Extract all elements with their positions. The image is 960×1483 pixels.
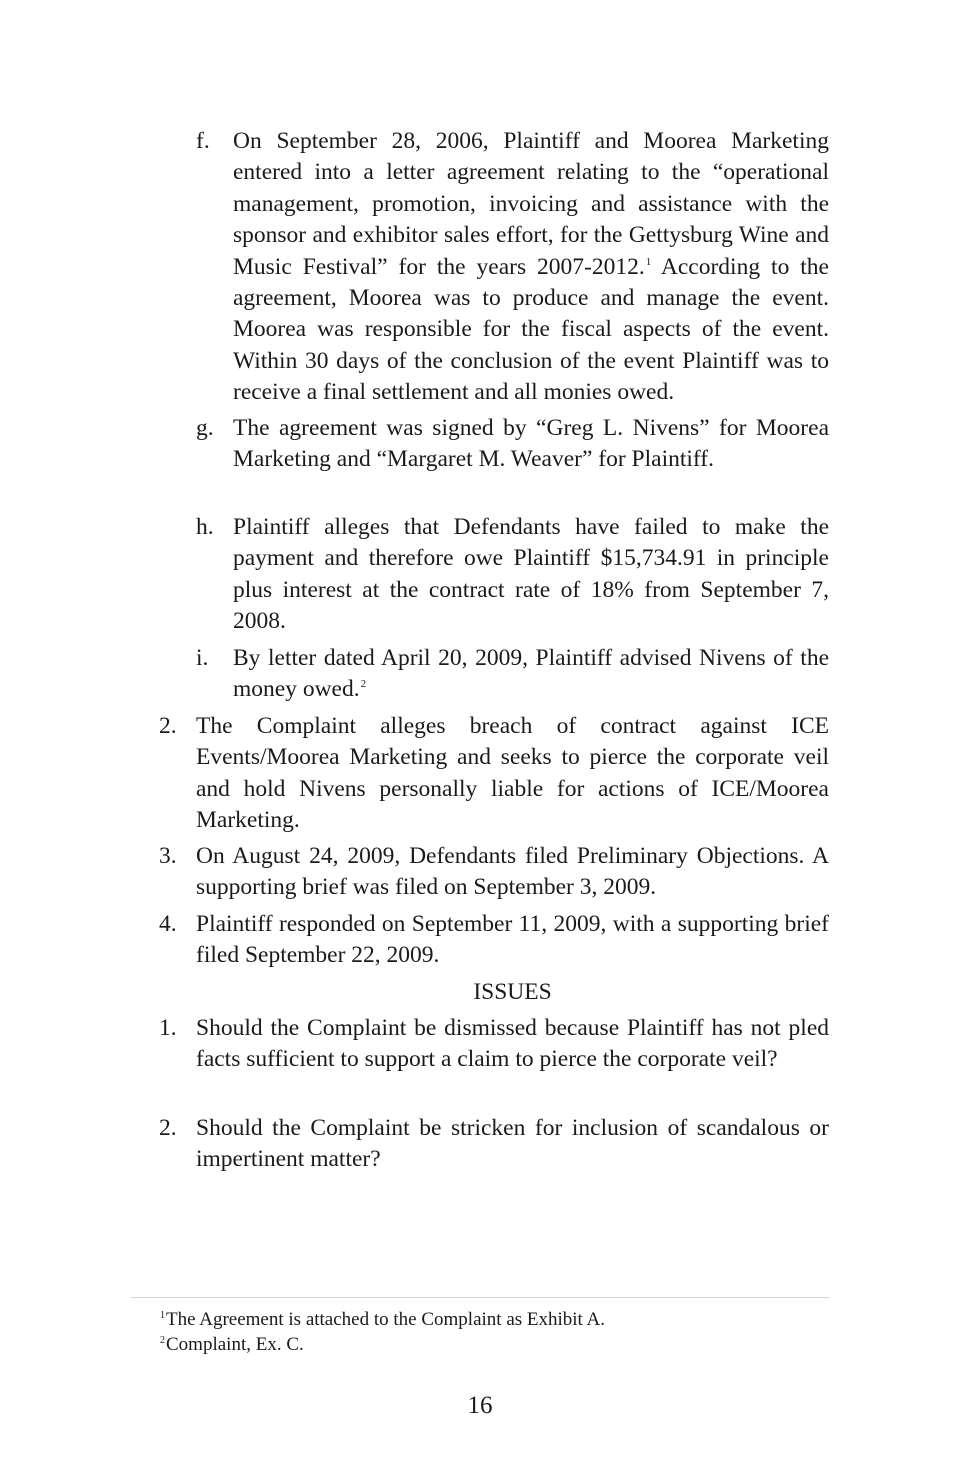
issue-text: Should the Complaint be stricken for inclusion of scandalous or impertinent matter? bbox=[196, 1115, 829, 1173]
paragraph-label: g. bbox=[196, 415, 214, 441]
footnote-2 bbox=[159, 1333, 829, 1357]
paragraph-4 bbox=[159, 909, 829, 972]
issue-2 bbox=[159, 1113, 829, 1176]
footnote-mark: 2 bbox=[160, 1335, 165, 1346]
paragraph-text: Plaintiff alleges that Defendants have failed to make the payment and therefore owe Plaintiff $15,734.91 in principle plus interest at the contract rate of 18% from September 7, 2008. bbox=[233, 514, 829, 635]
footnote-text: Complaint, Ex. C. bbox=[166, 1334, 304, 1355]
paragraph-text: On August 24, 2009, Defendants filed Preliminary Objections. A supporting brief was filed on September 3, 2009. bbox=[196, 843, 829, 901]
paragraph-h bbox=[196, 512, 829, 638]
paragraph-i bbox=[196, 643, 829, 706]
issues-heading: ISSUES bbox=[473, 979, 552, 1005]
page-number: 16 bbox=[467, 1392, 493, 1419]
issue-label: 2. bbox=[159, 1115, 177, 1141]
paragraph-label: 4. bbox=[159, 911, 177, 937]
footnote-ref: 2 bbox=[360, 678, 367, 691]
paragraph-3 bbox=[159, 841, 829, 904]
issue-label: 1. bbox=[159, 1015, 177, 1041]
footnote-divider bbox=[131, 1297, 830, 1298]
paragraph-2 bbox=[159, 711, 829, 837]
paragraph-g bbox=[196, 413, 829, 476]
footnote-1 bbox=[159, 1308, 829, 1332]
paragraph-text: By letter dated April 20, 2009, Plaintiff advised Nivens of the money owed. bbox=[233, 645, 829, 703]
paragraph-label: 2. bbox=[159, 713, 177, 739]
paragraph-label: i. bbox=[196, 645, 209, 671]
footnote-text: The Agreement is attached to the Complaint as Exhibit A. bbox=[166, 1309, 606, 1330]
paragraph-text: The Complaint alleges breach of contract against ICE Events/Moorea Marketing and seeks to pierce the corporate veil and hold Nivens personally liable for actions of ICE/Moorea Marketing. bbox=[196, 713, 829, 834]
paragraph-text-continued: According to the agreement, Moorea was to produce and manage the event. Moorea was responsible for the fiscal aspects of the event. Within 30 days of the conclusion of the event Plaintiff was to receive a final settlement and all monies owed. bbox=[233, 253, 829, 406]
paragraph-text: Plaintiff responded on September 11, 2009, with a supporting brief filed September 22, 2009. bbox=[196, 911, 829, 969]
paragraph-label: 3. bbox=[159, 843, 177, 869]
issue-1 bbox=[159, 1013, 829, 1076]
paragraph-label: f. bbox=[196, 128, 210, 154]
footnote-ref: 1 bbox=[645, 255, 652, 268]
issue-text: Should the Complaint be dismissed because Plaintiff has not pled facts sufficient to support a claim to pierce the corporate veil? bbox=[196, 1015, 829, 1073]
paragraph-text: On September 28, 2006, Plaintiff and Moorea Marketing entered into a letter agreement relating to the “operational management, promotion, invoicing and assistance with the sponsor and exhibitor sales effort, for the Gettysburg Wine and Music Festival” for the years 2007-2012. bbox=[233, 128, 829, 280]
footnote-mark: 1 bbox=[160, 1310, 165, 1321]
paragraph-f bbox=[196, 126, 829, 409]
paragraph-label: h. bbox=[196, 514, 214, 540]
paragraph-text: The agreement was signed by “Greg L. Nivens” for Moorea Marketing and “Margaret M. Weaver” for Plaintiff. bbox=[233, 415, 829, 473]
